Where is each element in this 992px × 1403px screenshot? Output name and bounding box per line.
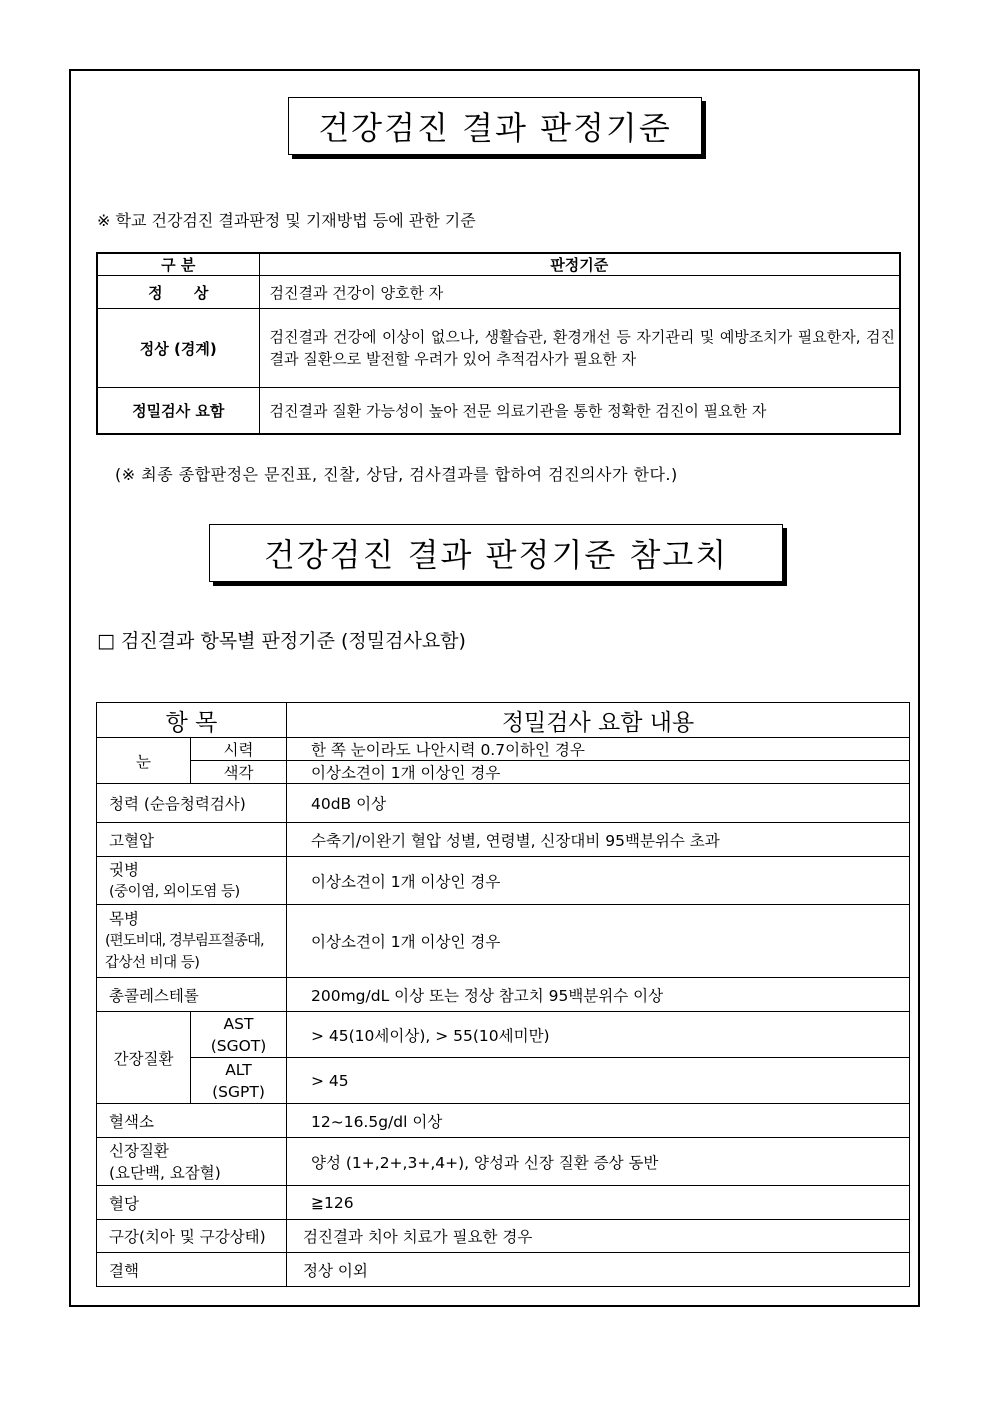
- throat-value: 이상소견이 1개 이상인 경우: [287, 905, 910, 978]
- hemoglobin-label: 혈색소: [97, 1104, 287, 1138]
- ear-label-line1: 귓병: [109, 860, 139, 879]
- tb-label: 결핵: [97, 1253, 287, 1287]
- criteria-text-detailed: 검진결과 질환 가능성이 높아 전문 의료기관을 통한 정확한 검진이 필요한 자: [259, 388, 900, 434]
- glucose-value: ≧126: [287, 1186, 910, 1220]
- reference-table: [96, 702, 910, 1287]
- alt-value: > 45: [287, 1058, 910, 1104]
- ast-label-line2: (SGOT): [210, 1036, 267, 1055]
- ref-header-content: 정밀검사 요함 내용: [287, 703, 910, 738]
- eye-color-value: 이상소견이 1개 이상인 경우: [287, 761, 910, 784]
- oral-label: 구강(치아 및 구강상태): [97, 1220, 287, 1253]
- alt-label-line2: (SGPT): [212, 1082, 265, 1101]
- oral-value: 검진결과 치아 치료가 필요한 경우: [287, 1220, 910, 1253]
- kidney-label-line2: (요단백, 요잠혈): [109, 1163, 221, 1182]
- criteria-label-normal: 정 상: [97, 276, 259, 309]
- ast-value: > 45(10세이상), > 55(10세미만): [287, 1012, 910, 1058]
- throat-label: [97, 905, 287, 978]
- ast-label: [191, 1012, 287, 1058]
- eye-color-label: 색각: [191, 761, 287, 784]
- bp-value: 수축기/이완기 혈압 성별, 연령별, 신장대비 95백분위수 초과: [287, 823, 910, 857]
- criteria-text-normal: 검진결과 건강이 양호한 자: [259, 276, 900, 309]
- glucose-label: 혈당: [97, 1186, 287, 1220]
- criteria-text-borderline: 검진결과 건강에 이상이 없으나, 생활습관, 환경개선 등 자기관리 및 예방조치가 필요한자, 검진결과 질환으로 발전할 우려가 있어 추적검사가 필요한 자: [259, 309, 900, 388]
- hearing-label: 청력 (순음청력검사): [97, 784, 287, 823]
- hearing-value: 40dB 이상: [287, 784, 910, 823]
- ear-label-line2: (중이염, 외이도염 등): [109, 883, 240, 900]
- eye-group-label: 눈: [97, 738, 191, 784]
- main-title: 건강검진 결과 판정기준: [288, 97, 702, 155]
- kidney-label: [97, 1138, 287, 1186]
- section-heading: □ 검진결과 항목별 판정기준 (정밀검사요함): [97, 630, 466, 652]
- final-judgment-note: (※ 최종 종합판정은 문진표, 진찰, 상담, 검사결과를 합하여 검진의사가 한다.): [115, 465, 678, 484]
- eye-acuity-label: 시력: [191, 738, 287, 761]
- ast-label-line1: AST: [223, 1014, 254, 1033]
- hemoglobin-value: 12~16.5g/dl 이상: [287, 1104, 910, 1138]
- cholesterol-label: 총콜레스테롤: [97, 978, 287, 1012]
- cholesterol-value: 200mg/dL 이상 또는 정상 참고치 95백분위수 이상: [287, 978, 910, 1012]
- bp-label: 고혈압: [97, 823, 287, 857]
- alt-label-line1: ALT: [225, 1060, 252, 1079]
- throat-label-line3: 갑상선 비대 등): [105, 955, 200, 971]
- throat-label-line2: (편도비대, 경부림프절종대,: [105, 933, 264, 949]
- ear-value: 이상소견이 1개 이상인 경우: [287, 857, 910, 905]
- eye-acuity-value: 한 쪽 눈이라도 나안시력 0.7이하인 경우: [287, 738, 910, 761]
- standard-note: ※ 학교 건강검진 결과판정 및 기재방법 등에 관한 기준: [97, 211, 476, 230]
- ref-header-item: 항 목: [97, 703, 287, 738]
- ear-label: [97, 857, 287, 905]
- tb-value: 정상 이외: [287, 1253, 910, 1287]
- criteria-label-detailed: 정밀검사 요함: [97, 388, 259, 434]
- alt-label: [191, 1058, 287, 1104]
- throat-label-line1: 목병: [109, 910, 139, 928]
- criteria-header-category: 구 분: [97, 253, 259, 276]
- criteria-table: [96, 252, 901, 435]
- criteria-header-standard: 판정기준: [259, 253, 900, 276]
- criteria-label-borderline: 정상 (경계): [97, 309, 259, 388]
- kidney-value: 양성 (1+,2+,3+,4+), 양성과 신장 질환 증상 동반: [287, 1138, 910, 1186]
- kidney-label-line1: 신장질환: [109, 1141, 169, 1160]
- liver-group-label: 간장질환: [97, 1012, 191, 1104]
- reference-title: 건강검진 결과 판정기준 참고치: [209, 524, 783, 582]
